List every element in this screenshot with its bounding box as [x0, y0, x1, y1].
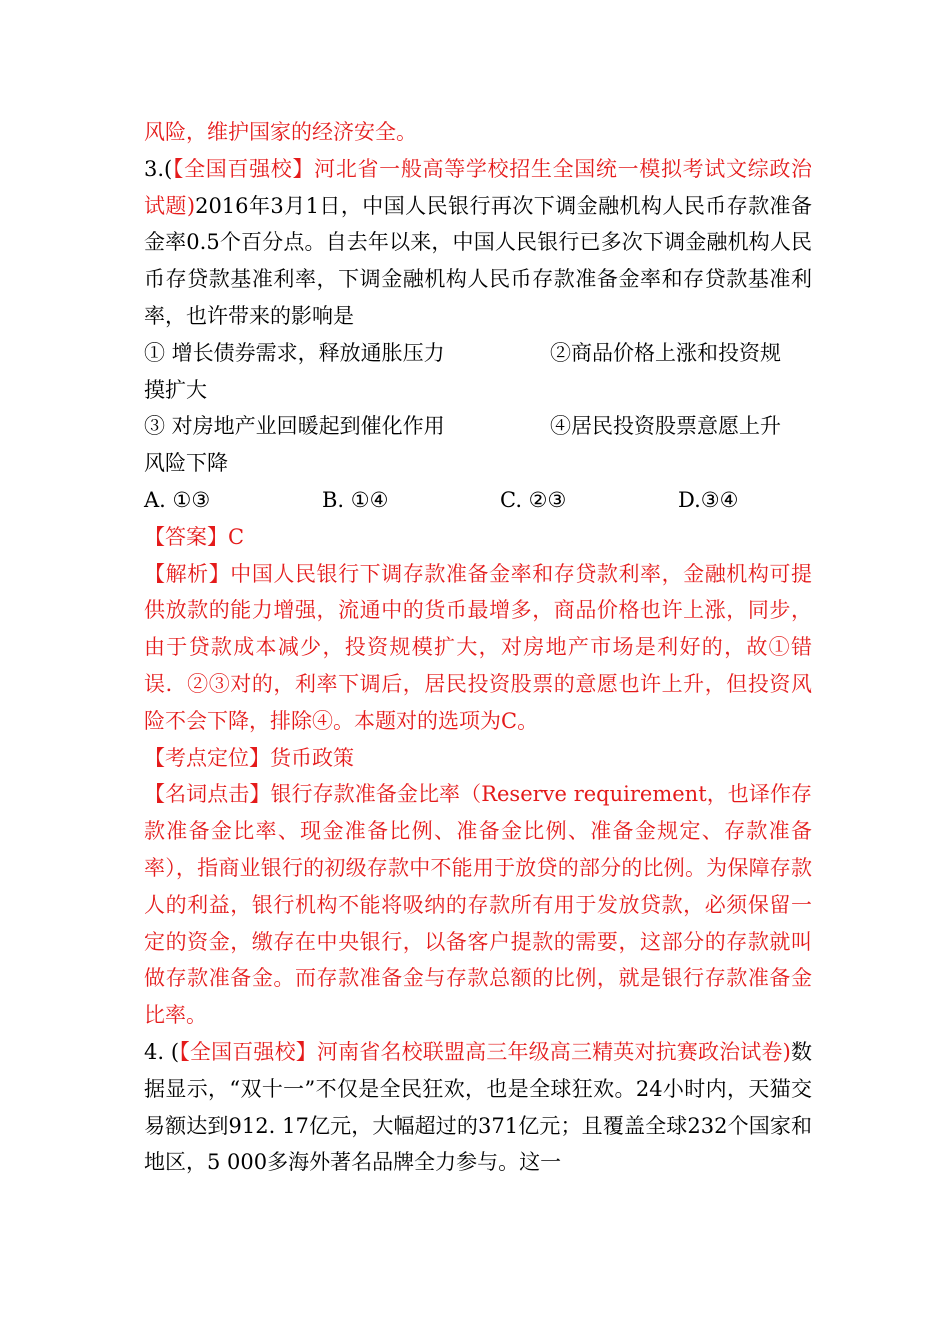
- answer-value: C: [228, 524, 245, 549]
- option-d: D.③④: [678, 487, 739, 512]
- document-page: [144, 114, 812, 1181]
- analysis-paragraph: [144, 556, 812, 740]
- answer-line: [144, 519, 812, 556]
- knowledge-point-text: 货币政策: [270, 745, 354, 770]
- question-3-text: 2016年3月1日，中国人民银行再次下调金融机构人民币存款准备金率0.5个百分点。自去年以来，中国人民银行已多次下调金融机构人民币存贷款基准利率，下调金融机构人民币存款准备金率和存贷款基准利率，也许带来的影响是: [144, 193, 812, 328]
- question-3-source-tag: 【全国百强校】: [172, 156, 315, 181]
- analysis-label: 【解析】: [144, 561, 231, 586]
- question-3-item-1: ① 增长债券需求，释放通胀压力: [144, 340, 445, 365]
- analysis-text: 中国人民银行下调存款准备金率和存贷款利率，金融机构可提供放款的能力增强，流通中的货币最增多，商品价格也许上涨，同步，由于贷款成本减少，投资规模扩大，对房地产市场是利好的，故①错误．②③对的，利率下调后，居民投资股票的意愿也许上升，但投资风险不会下降，排除④。本题对的选项为C。: [144, 561, 813, 733]
- question-3-item-2: ②商品价格上涨和投资规: [550, 340, 781, 365]
- term-explanation-paragraph: [144, 776, 812, 1034]
- question-3-item-4: ④居民投资股票意愿上升: [550, 414, 781, 439]
- knowledge-point-line: [144, 740, 812, 777]
- option-a: A. ①③: [144, 487, 211, 512]
- question-3-items-row-2: [144, 408, 812, 445]
- question-3-item-2-continued: 摸扩大: [144, 377, 207, 402]
- question-4-number: 4. (: [144, 1039, 180, 1064]
- question-4-source-tag: 【全国百强校】: [179, 1039, 317, 1064]
- option-c: C. ②③: [500, 487, 567, 512]
- question-3-number: 3.(: [144, 156, 173, 181]
- option-b: B. ①④: [322, 487, 389, 512]
- term-label: 【名词点击】: [144, 782, 271, 807]
- question-3-items-row-1: [144, 335, 812, 372]
- question-3-stem: [144, 151, 812, 335]
- question-3-item-3: ③ 对房地产业回暖起到催化作用: [144, 414, 445, 439]
- question-3-item-4-continued: 风险下降: [144, 451, 228, 476]
- term-text: 银行存款准备金比率（Reserve requirement，也译作存款准备金比率、现金准备比例、准备金比例、准备金规定、存款准备率），指商业银行的初级存款中不能用于放贷的部分的比例。为保障存款人的利益，银行机构不能将吸纳的存款所有用于发放贷款，必须保留一定的资金，缴存在中央银行，以备客户提款的需要，这部分的存款就叫做存款准备金。而存款准备金与存款总额的比例，就是银行存款准备金比率。: [144, 782, 813, 1028]
- question-4-text: 数据显示，“双十一”不仅是全民狂欢，也是全球狂欢。24小时内，天猫交易额达到912. 17亿元，大幅超过的371亿元；且覆盖全球232个国家和地区，5 000多海外著名品牌全力参与。这一: [144, 1039, 813, 1175]
- answer-label: 【答案】: [144, 524, 228, 549]
- previous-answer-tail: 风险，维护国家的经济安全。: [144, 120, 417, 144]
- question-3-options: [144, 482, 812, 519]
- question-3-source: 河北省一般高等学校招生全国统一模拟考试文综政治试题): [144, 156, 813, 218]
- question-4-source: 河南省名校联盟高三年级高三精英对抗赛政治试卷): [316, 1039, 791, 1064]
- knowledge-point-label: 【考点定位】: [144, 745, 270, 770]
- question-4-stem: [144, 1034, 812, 1181]
